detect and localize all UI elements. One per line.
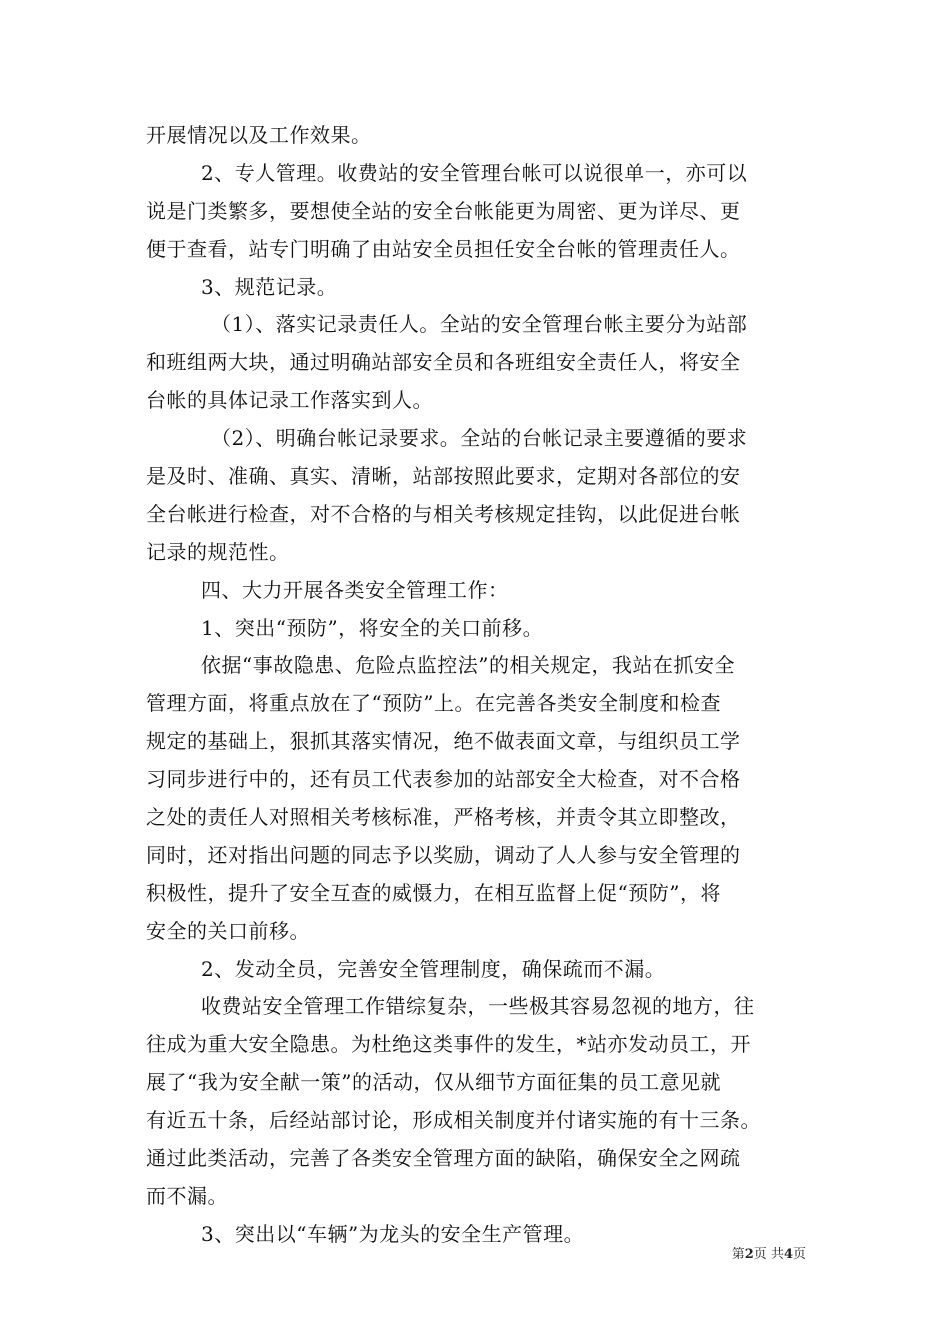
text-line: （2）、明确台帐记录要求。全站的台帐记录主要遵循的要求 [211,426,748,451]
text-line: 便于查看，站专门明确了由站安全员担任安全台帐的管理责任人。 [146,236,741,261]
text-line: 开展情况以及工作效果。 [146,123,372,147]
text-line: 通过此类活动，完善了各类安全管理方面的缺陷，确保安全之网疏 [146,1146,741,1171]
text-line: 安全的关口前移。 [146,918,310,943]
current-page-number: 2 [744,1247,754,1262]
text-line: 记录的规范性。 [146,539,290,564]
section-heading: 四、大力开展各类安全管理工作： [201,577,509,602]
text-line: 有近五十条，后经站部讨论，形成相关制度并付诸实施的有十三条。 [146,1108,761,1133]
text-line: 规定的基础上，狠抓其落实情况，绝不做表面文章，与组织员工学 [146,729,741,754]
text-line: 2、专人管理。收费站的安全管理台帐可以说很单一，亦可以 [201,160,748,185]
text-line: 习同步进行中的，还有员工代表参加的站部安全大检查，对不合格 [146,767,741,792]
text-line: 台帐的具体记录工作落实到人。 [146,388,433,413]
text-line: 往成为重大安全隐患。为杜绝这类事件的发生，*站亦发动员工，开 [146,1032,751,1057]
text-line: 3、规范记录。 [201,274,338,299]
subsection-heading: 2、发动全员，完善安全管理制度，确保疏而不漏。 [201,956,666,981]
text-line: 积极性，提升了安全互查的威慑力，在相互监督上促“预防”，将 [146,880,721,905]
document-body [146,117,816,1254]
text-line: 同时，还对指出问题的同志予以奖励，调动了人人参与安全管理的 [146,842,741,867]
text-line: 之处的责任人对照相关考核标准，严格考核，并责令其立即整改， [146,805,741,830]
text-line: 说是门类繁多，要想使全站的安全台帐能更为周密、更为详尽、更 [146,198,741,223]
text-line: 是及时、准确、真实、清晰，站部按照此要求，定期对各部位的安 [146,464,741,489]
subsection-heading: 3、突出以“车辆”为龙头的安全生产管理。 [201,1221,585,1246]
text-line: 展了“我为安全献一策”的活动，仅从细节方面征集的员工意见就 [146,1070,721,1095]
text-line: 全台帐进行检查，对不合格的与相关考核规定挂钩，以此促进台帐 [146,501,741,526]
subsection-heading: 1、突出“预防”，将安全的关口前移。 [201,615,544,640]
footer-prefix: 第 [731,1247,745,1262]
footer-suffix: 页 [792,1247,806,1262]
footer-middle: 页 共 [753,1247,784,1262]
text-line: 依据“事故隐患、危险点监控法”的相关规定，我站在抓安全 [201,653,735,678]
total-pages-number: 4 [783,1247,793,1262]
text-line: 和班组两大块，通过明确站部安全员和各班组安全责任人，将安全 [146,350,741,375]
page-footer [732,1247,806,1263]
text-line: 收费站安全管理工作错综复杂，一些极其容易忽视的地方，往 [201,994,755,1019]
text-line: 而不漏。 [146,1183,228,1208]
text-line: 管理方面，将重点放在了“预防”上。在完善各类安全制度和检查 [146,691,721,716]
text-line: （1）、落实记录责任人。全站的安全管理台帐主要分为站部 [211,312,748,337]
